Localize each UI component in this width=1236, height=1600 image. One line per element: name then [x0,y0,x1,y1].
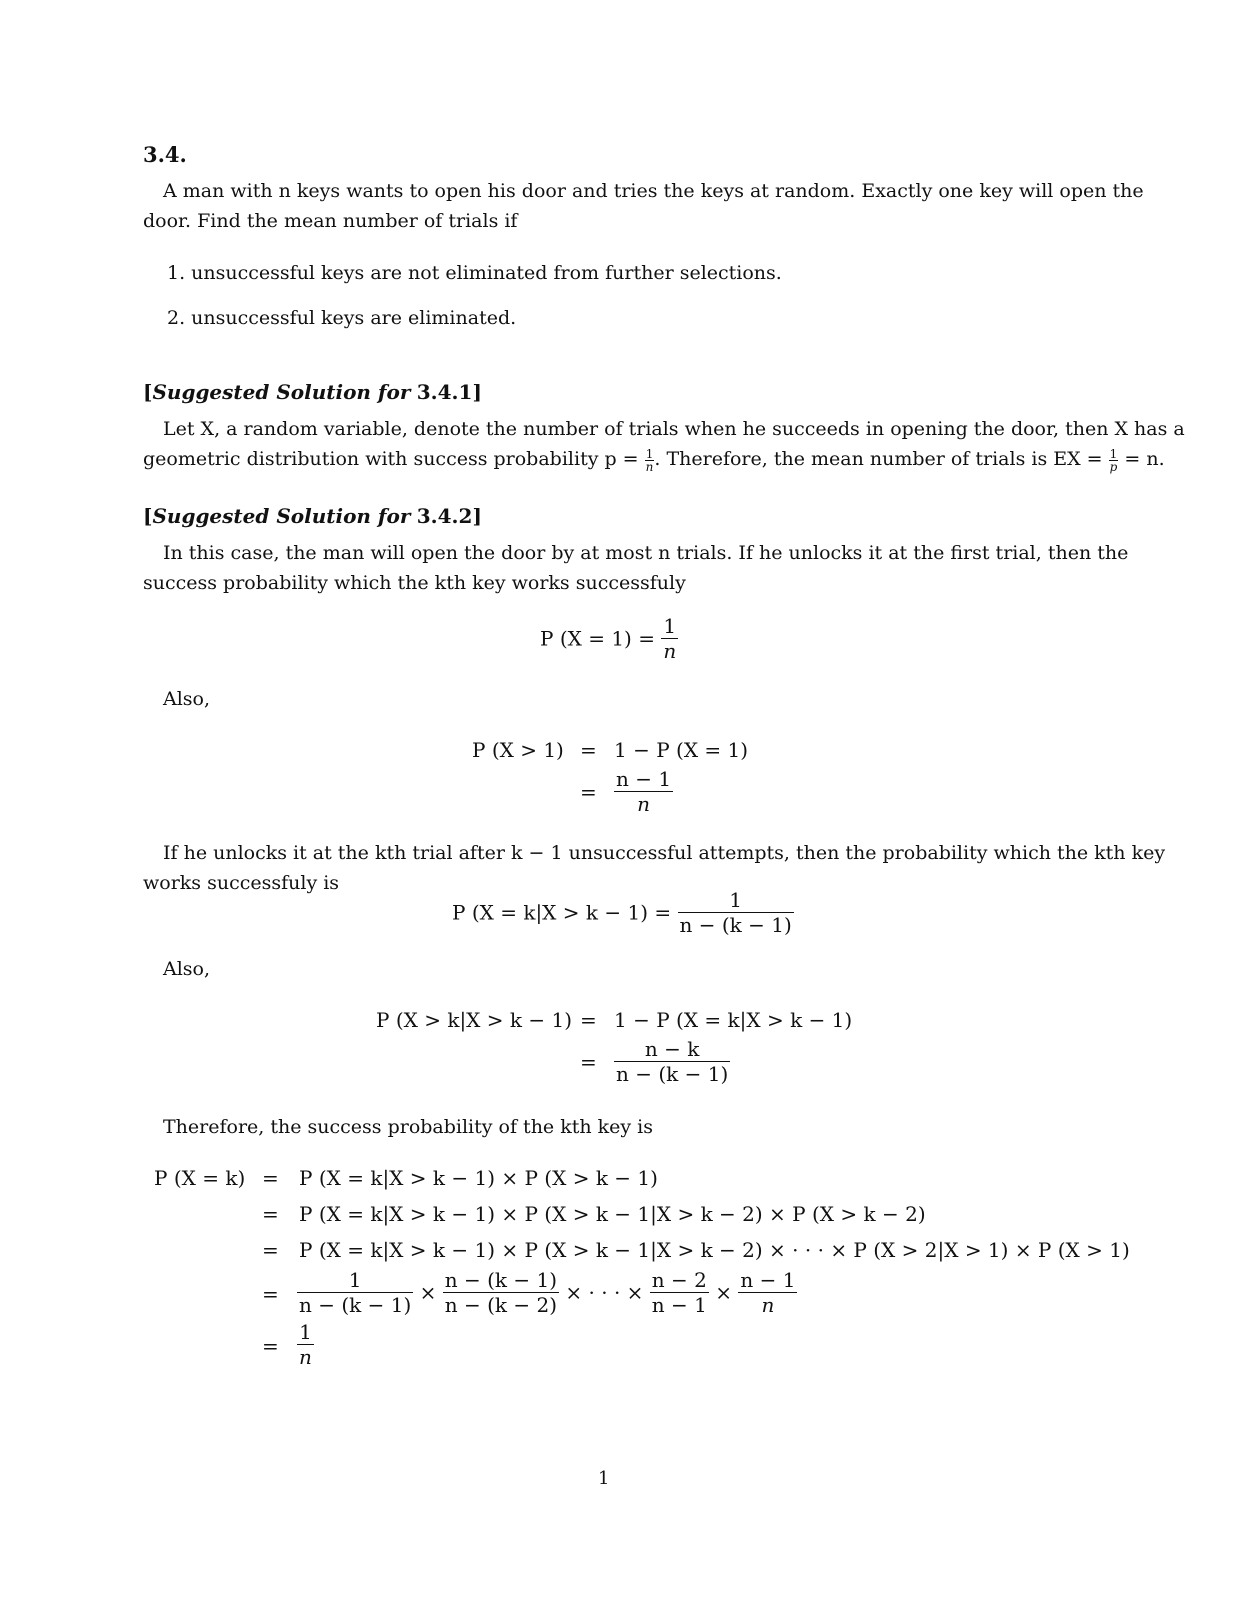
problem-item-2: 2. unsuccessful keys are eliminated. [167,307,517,329]
equation-4-frac: $\frac{n - k}{n - (k - 1)}$ [616,1037,729,1086]
equation-5-row4: $\frac{1}{n - (k - 1)}$ × $\frac{n - (k - 1)}{n - (k - 2)}$ × · · · × $\frac{n - 2}{n - 1}$ × $\frac{n - 1}{n}$ [299,1268,796,1317]
frac-p: $\frac{1}{n}$ [645,446,654,474]
equation-5-row3: P (X = k|X > k − 1) × P (X > k − 1|X > k − 2) × · · · × P (X > 2|X > 1) × P (X > 1) [299,1238,1130,1262]
also-2: Also, [163,958,211,980]
also-1: Also, [163,688,211,710]
solution1-line2: geometric distribution with success probability p = $\frac{1}{n}$ . Therefore, the mean number of trials is EX = $\frac{1}{p}$ = n. [143,446,1165,474]
equation-5-eq-3: = [262,1238,279,1262]
frac-ex: $\frac{1}{p}$ [1109,446,1118,474]
equation-4-r1: 1 − P (X = k|X > k − 1) [614,1008,853,1032]
equation-5-eq-4: = [262,1282,279,1306]
equation-4-eq-a: = [580,1008,597,1032]
solution2-label: [Suggested Solution for 3.4.2] [143,504,482,528]
equation-5-row1: P (X = k|X > k − 1) × P (X > k − 1) [299,1166,658,1190]
equation-2-frac: $\frac{n - 1}{n}$ [616,767,672,816]
equation-5-eq-5: = [262,1334,279,1358]
equation-1: P (X = 1) = $\frac{1}{n}$ [540,614,677,663]
equation-2-r1: 1 − P (X = 1) [614,738,749,762]
equation-2-eq-b: = [580,780,597,804]
equation-5-lhs: P (X = k) [154,1166,246,1190]
problem-intro-line2: door. Find the mean number of trials if [143,210,518,232]
problem-heading: 3.4. [143,142,187,167]
equation-3: P (X = k|X > k − 1) = $\frac{1}{n - (k - 1)}$ [452,888,792,937]
solution2-line2: success probability which the kth key works successfuly [143,572,686,594]
equation-5-eq-2: = [262,1202,279,1226]
therefore-line: Therefore, the success probability of the kth key is [163,1116,653,1138]
para2-line2: works successfuly is [143,872,340,894]
equation-2-eq-a: = [580,738,597,762]
equation-4-eq-b: = [580,1050,597,1074]
solution1-line1: Let X, a random variable, denote the number of trials when he succeeds in opening the door, then X has a [163,418,1185,440]
page-number: 1 [598,1468,610,1489]
equation-5-row2: P (X = k|X > k − 1) × P (X > k − 1|X > k − 2) × P (X > k − 2) [299,1202,926,1226]
equation-5-row5: $\frac{1}{n}$ [299,1320,312,1369]
equation-4-lhs: P (X > k|X > k − 1) [376,1008,573,1032]
para2-line1: If he unlocks it at the kth trial after k − 1 unsuccessful attempts, then the probability which the kth key [163,842,1166,864]
equation-5-eq-1: = [262,1166,279,1190]
solution1-label: [Suggested Solution for 3.4.1] [143,380,482,404]
solution2-line1: In this case, the man will open the door by at most n trials. If he unlocks it at the first trial, then the [163,542,1129,564]
equation-2-lhs: P (X > 1) [472,738,564,762]
problem-intro-line1: A man with n keys wants to open his door and tries the keys at random. Exactly one key will open the [163,180,1144,202]
problem-item-1: 1. unsuccessful keys are not eliminated from further selections. [167,262,782,284]
